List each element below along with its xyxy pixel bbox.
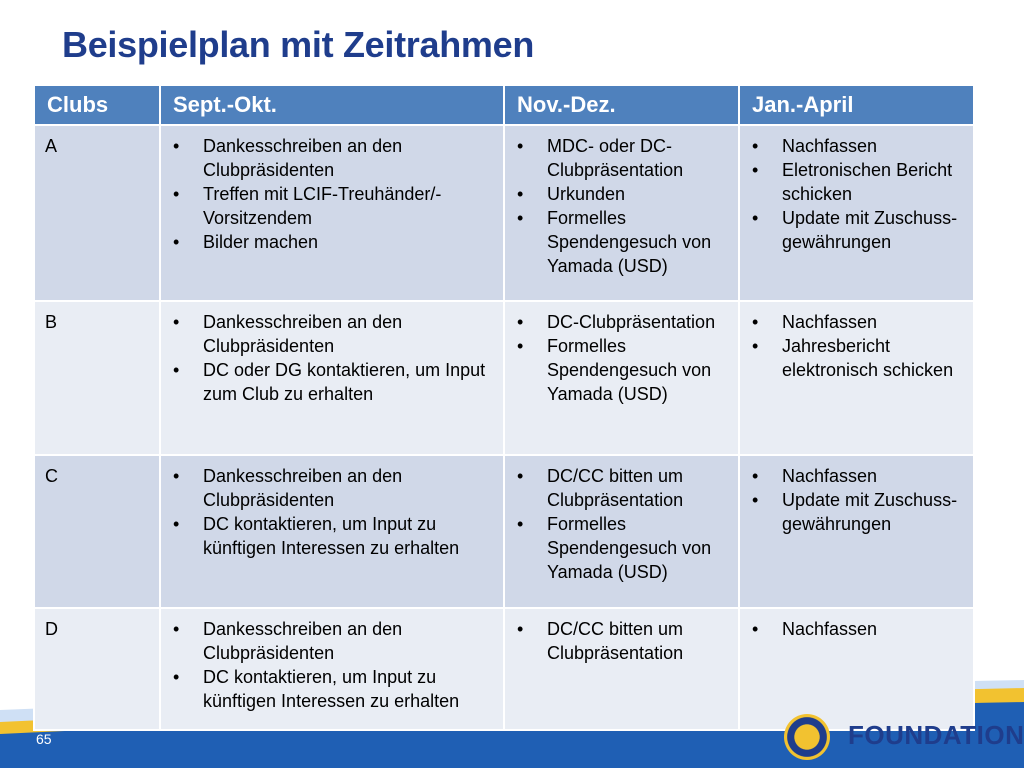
list-item: • Update mit Zuschuss-gewährungen (750, 488, 963, 536)
list-item: • Urkunden (515, 182, 728, 206)
nov-dez-cell (504, 125, 739, 301)
list-item: • Nachfassen (750, 134, 963, 158)
sept-okt-cell (160, 608, 504, 730)
list-item: • Bilder machen (171, 230, 493, 254)
list-item: • Eletronischen Bericht schicken (750, 158, 963, 206)
jan-april-cell (739, 301, 974, 455)
table-row (34, 125, 974, 301)
list-item: • Nachfassen (750, 464, 963, 488)
foundation-logo-text: FOUNDATION (848, 720, 1024, 750)
nov-dez-cell (504, 301, 739, 455)
list-item: • Dankesschreiben an den Clubpräsidenten (171, 617, 493, 665)
header-sept-okt: Sept.-Okt. (160, 85, 504, 125)
slide-title: Beispielplan mit Zeitrahmen (62, 24, 535, 65)
table-row (34, 301, 974, 455)
club-name: B (34, 301, 160, 455)
list-item: • DC kontaktieren, um Input zu künftigen Interessen zu erhalten (171, 665, 493, 713)
list-item: • DC kontaktieren, um Input zu künftigen Interessen zu erhalten (171, 512, 493, 560)
sept-okt-cell (160, 455, 504, 608)
list-item: • Formelles Spendengesuch von Yamada (USD) (515, 206, 728, 278)
lions-seal-icon (784, 714, 830, 760)
list-item: • Jahresbericht elektronisch schicken (750, 334, 963, 382)
club-name: A (34, 125, 160, 301)
header-clubs: Clubs (34, 85, 160, 125)
header-nov-dez: Nov.-Dez. (504, 85, 739, 125)
list-item: • DC oder DG kontaktieren, um Input zum Club zu erhalten (171, 358, 493, 406)
list-item: • MDC- oder DC-Clubpräsentation (515, 134, 728, 182)
jan-april-cell (739, 125, 974, 301)
table-header-row (34, 85, 974, 125)
list-item: • Dankesschreiben an den Clubpräsidenten (171, 310, 493, 358)
page-number: 65 (36, 731, 52, 747)
table-row (34, 455, 974, 608)
list-item: • Nachfassen (750, 310, 963, 334)
club-name: D (34, 608, 160, 730)
nov-dez-cell (504, 455, 739, 608)
list-item: • Treffen mit LCIF-Treuhänder/-Vorsitzendem (171, 182, 493, 230)
list-item: • DC/CC bitten um Clubpräsentation (515, 464, 728, 512)
header-jan-april: Jan.-April (739, 85, 974, 125)
nov-dez-cell (504, 608, 739, 730)
list-item: • Formelles Spendengesuch von Yamada (USD) (515, 512, 728, 584)
list-item: • Nachfassen (750, 617, 963, 641)
list-item: • Dankesschreiben an den Clubpräsidenten (171, 134, 493, 182)
list-item: • Dankesschreiben an den Clubpräsidenten (171, 464, 493, 512)
sept-okt-cell (160, 301, 504, 455)
list-item: • Update mit Zuschuss-gewährungen (750, 206, 963, 254)
list-item: • DC-Clubpräsentation (515, 310, 728, 334)
sept-okt-cell (160, 125, 504, 301)
timeline-table (33, 84, 975, 731)
club-name: C (34, 455, 160, 608)
list-item: • Formelles Spendengesuch von Yamada (USD) (515, 334, 728, 406)
table-row (34, 608, 974, 730)
jan-april-cell (739, 608, 974, 730)
list-item: • DC/CC bitten um Clubpräsentation (515, 617, 728, 665)
jan-april-cell (739, 455, 974, 608)
